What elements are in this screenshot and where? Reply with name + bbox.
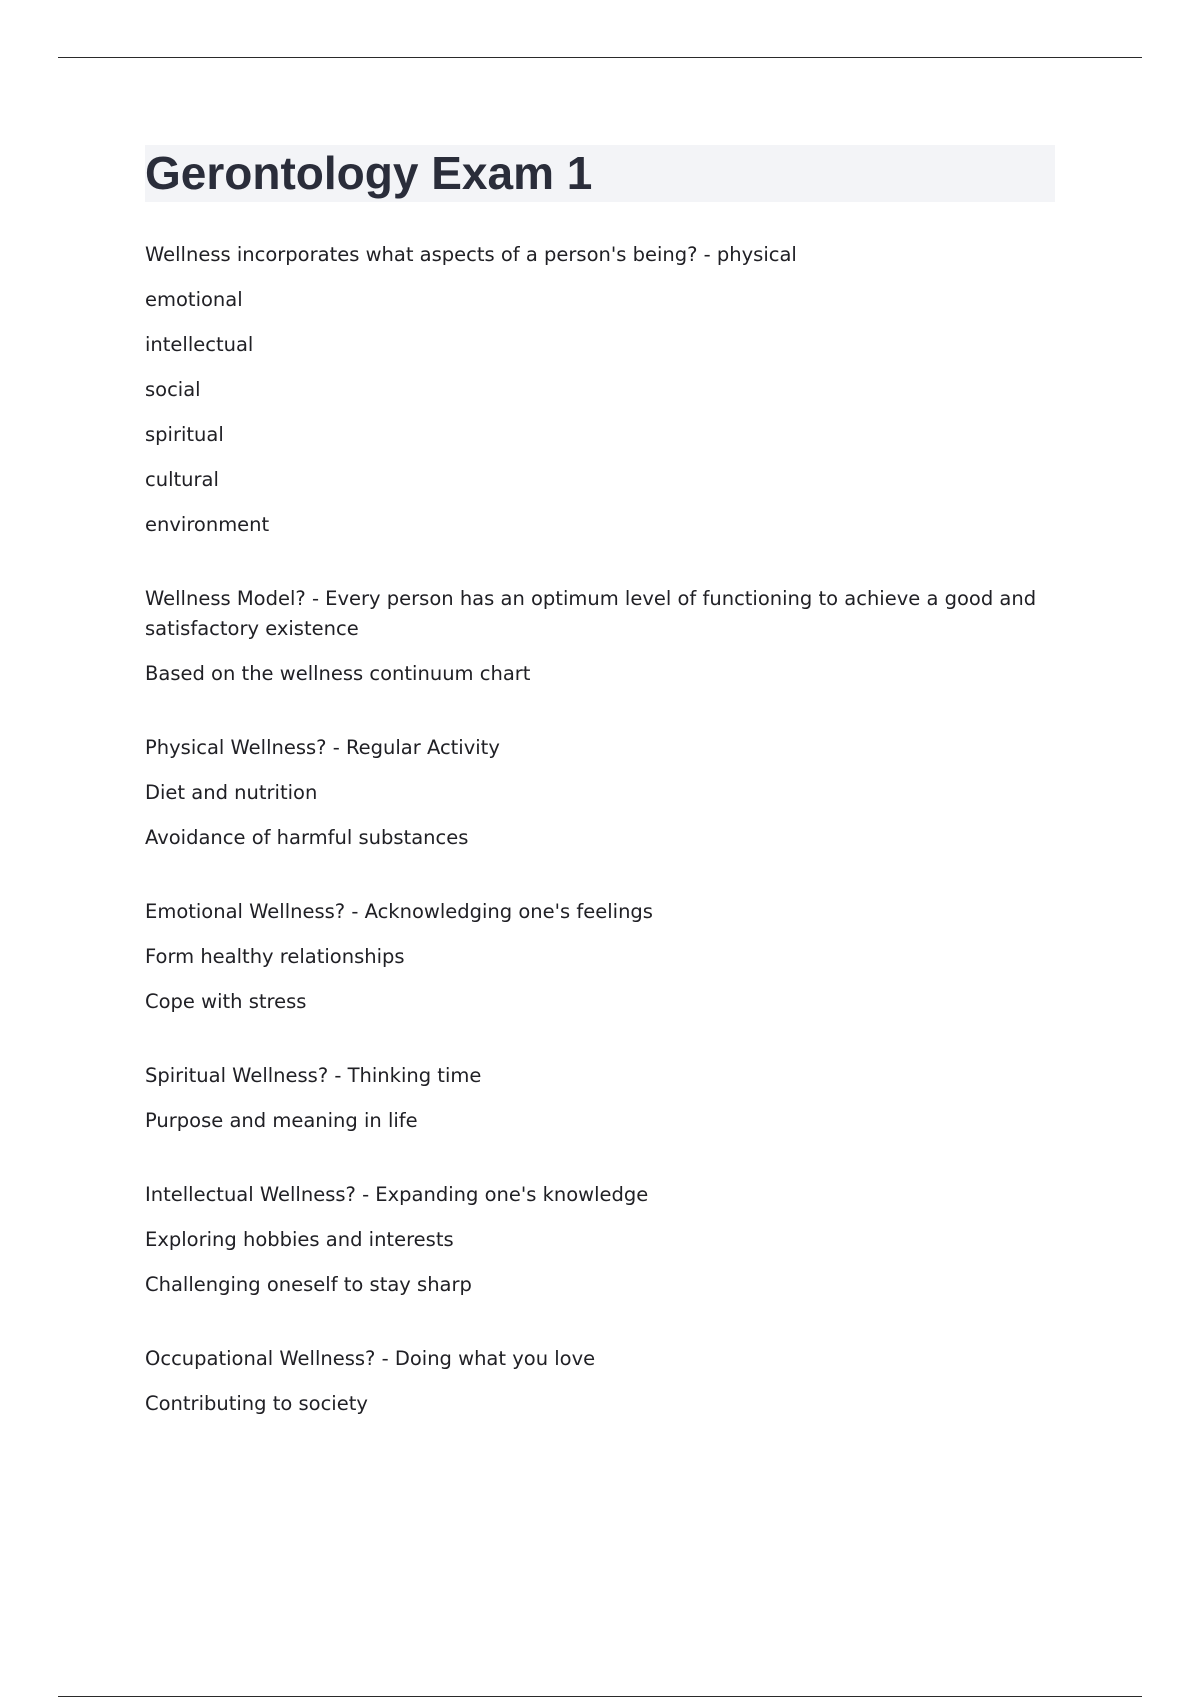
bottom-divider [58,1696,1142,1697]
question-line: Physical Wellness? - Regular Activity [145,736,500,759]
qa-item [145,1180,1055,1300]
title-banner [145,145,1055,202]
answer-line: Exploring hobbies and interests [145,1228,454,1251]
answer-line: Purpose and meaning in life [145,1109,418,1132]
question-line: Occupational Wellness? - Doing what you love [145,1347,596,1370]
answer-line: spiritual [145,423,224,446]
answer-line: environment [145,513,270,536]
answer-line: emotional [145,288,243,311]
answer-line: Based on the wellness continuum chart [145,662,531,685]
document-body [145,145,1055,1463]
answer-line: Avoidance of harmful substances [145,826,469,849]
qa-item [145,897,1055,1017]
question-line: Emotional Wellness? - Acknowledging one's feelings [145,900,653,923]
qa-item [145,1061,1055,1136]
qa-item [145,584,1055,689]
page-title: Gerontology Exam 1 [145,147,593,199]
answer-line: Diet and nutrition [145,781,318,804]
question-line: Intellectual Wellness? - Expanding one's knowledge [145,1183,649,1206]
answer-line: social [145,378,201,401]
top-divider [58,57,1142,58]
qa-item [145,1344,1055,1419]
answer-line: cultural [145,468,219,491]
qa-list [145,240,1055,1419]
question-line: Wellness Model? - Every person has an optimum level of functioning to achieve a good and satisfactory existence [145,587,1037,640]
question-line: Spiritual Wellness? - Thinking time [145,1064,482,1087]
answer-line: Challenging oneself to stay sharp [145,1273,472,1296]
answer-line: Cope with stress [145,990,307,1013]
answer-line: Form healthy relationships [145,945,405,968]
answer-line: intellectual [145,333,254,356]
qa-item [145,733,1055,853]
answer-line: Contributing to society [145,1392,368,1415]
question-line: Wellness incorporates what aspects of a person's being? - physical [145,243,797,266]
qa-item [145,240,1055,540]
